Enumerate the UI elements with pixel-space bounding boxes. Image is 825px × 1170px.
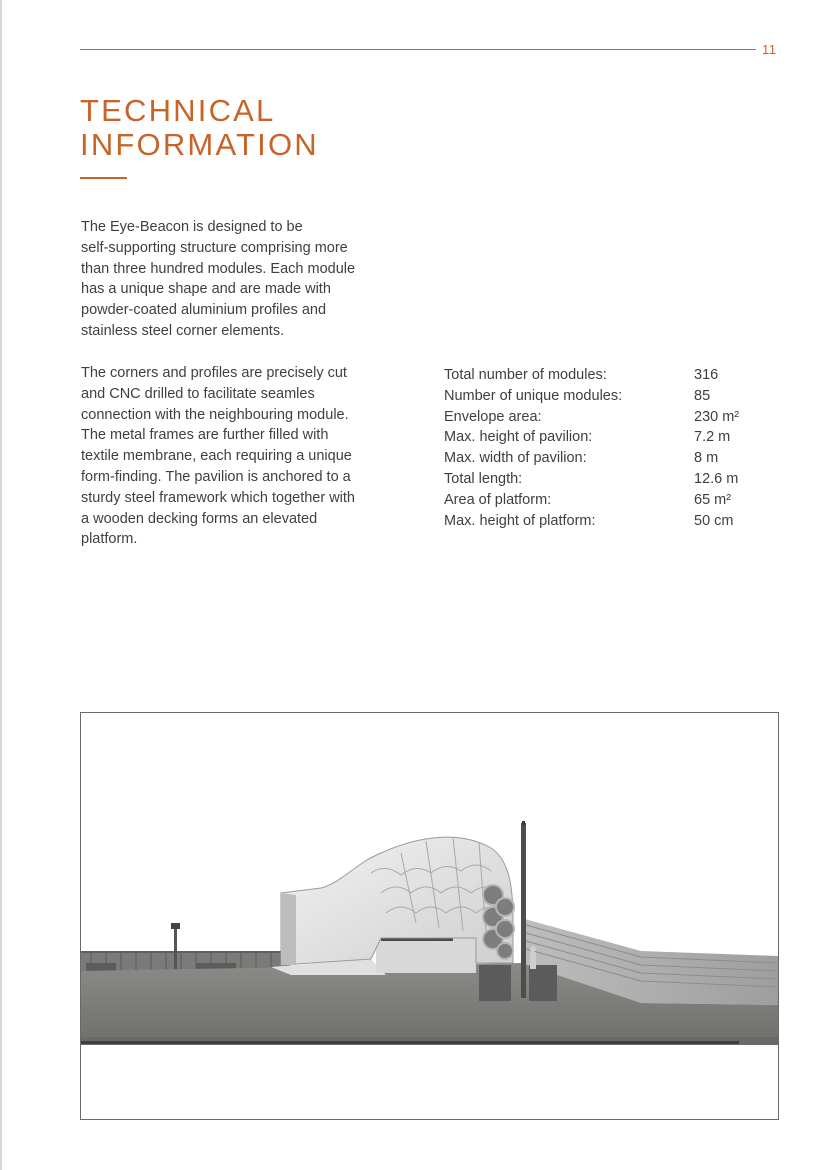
page-edge (0, 0, 2, 1170)
title-line: INFORMATION (80, 127, 319, 162)
text-line: form-finding. The pavilion is anchored to a (81, 468, 351, 485)
header-rule (80, 49, 756, 50)
title-line: TECHNICAL (80, 93, 276, 128)
text-line: The corners and profiles are precisely cut (81, 365, 347, 381)
title-underline (80, 177, 127, 179)
text-line: The metal frames are further filled with (81, 427, 329, 444)
text-line: connection with the neighbouring module. (81, 406, 349, 423)
text-line: self-supporting structure comprising more (81, 239, 348, 256)
block (479, 965, 511, 1001)
spec-row (444, 407, 764, 428)
text-line: has a unique shape and are made with (81, 281, 331, 298)
spec-value: 12.6 m (694, 470, 739, 487)
text-line: stainless steel corner elements. (81, 322, 285, 339)
spec-label: Total number of modules: (444, 367, 607, 383)
text-line: textile membrane, each requiring a unique (81, 448, 352, 465)
spec-value: 230 m² (694, 408, 740, 425)
pavilion-render (81, 713, 778, 1119)
text-line: The Eye-Beacon is designed to be (81, 219, 303, 235)
spec-row (444, 469, 764, 490)
spec-label: Envelope area: (444, 408, 542, 425)
text-line: powder-coated aluminium profiles and (81, 302, 327, 319)
text-line: than three hundred modules. Each module (81, 260, 356, 277)
spec-value: 85 (694, 387, 711, 404)
spec-row (444, 490, 764, 511)
text-line: a wooden decking forms an elevated (81, 510, 318, 527)
text-line: platform. (81, 531, 138, 548)
spec-row (444, 448, 764, 469)
text-line: sturdy steel framework which together with (81, 489, 355, 506)
spec-value: 50 cm (694, 512, 734, 529)
pavilion-render-image (80, 712, 779, 1120)
page-title (80, 94, 319, 162)
spec-value: 8 m (694, 450, 719, 467)
spec-value: 65 m² (694, 491, 732, 508)
spec-row (444, 511, 764, 532)
spec-row (444, 427, 764, 448)
spec-value: 316 (694, 367, 719, 383)
text-line: and CNC drilled to facilitate seamles (81, 385, 315, 402)
block (529, 965, 557, 1001)
spec-label: Max. width of pavilion: (444, 450, 587, 467)
construction-paragraph (81, 363, 411, 550)
page-number: 11 (762, 42, 777, 57)
intro-paragraph (81, 217, 411, 342)
spec-label: Max. height of platform: (444, 512, 596, 529)
spec-row (444, 386, 764, 407)
spec-label: Area of platform: (444, 491, 552, 508)
human-figure (530, 946, 536, 969)
spec-label: Number of unique modules: (444, 387, 623, 404)
spec-row (444, 365, 764, 386)
pole (521, 823, 526, 998)
spec-table (444, 365, 764, 531)
spec-value: 7.2 m (694, 429, 731, 446)
spec-label: Total length: (444, 470, 523, 487)
spec-label: Max. height of pavilion: (444, 429, 593, 446)
